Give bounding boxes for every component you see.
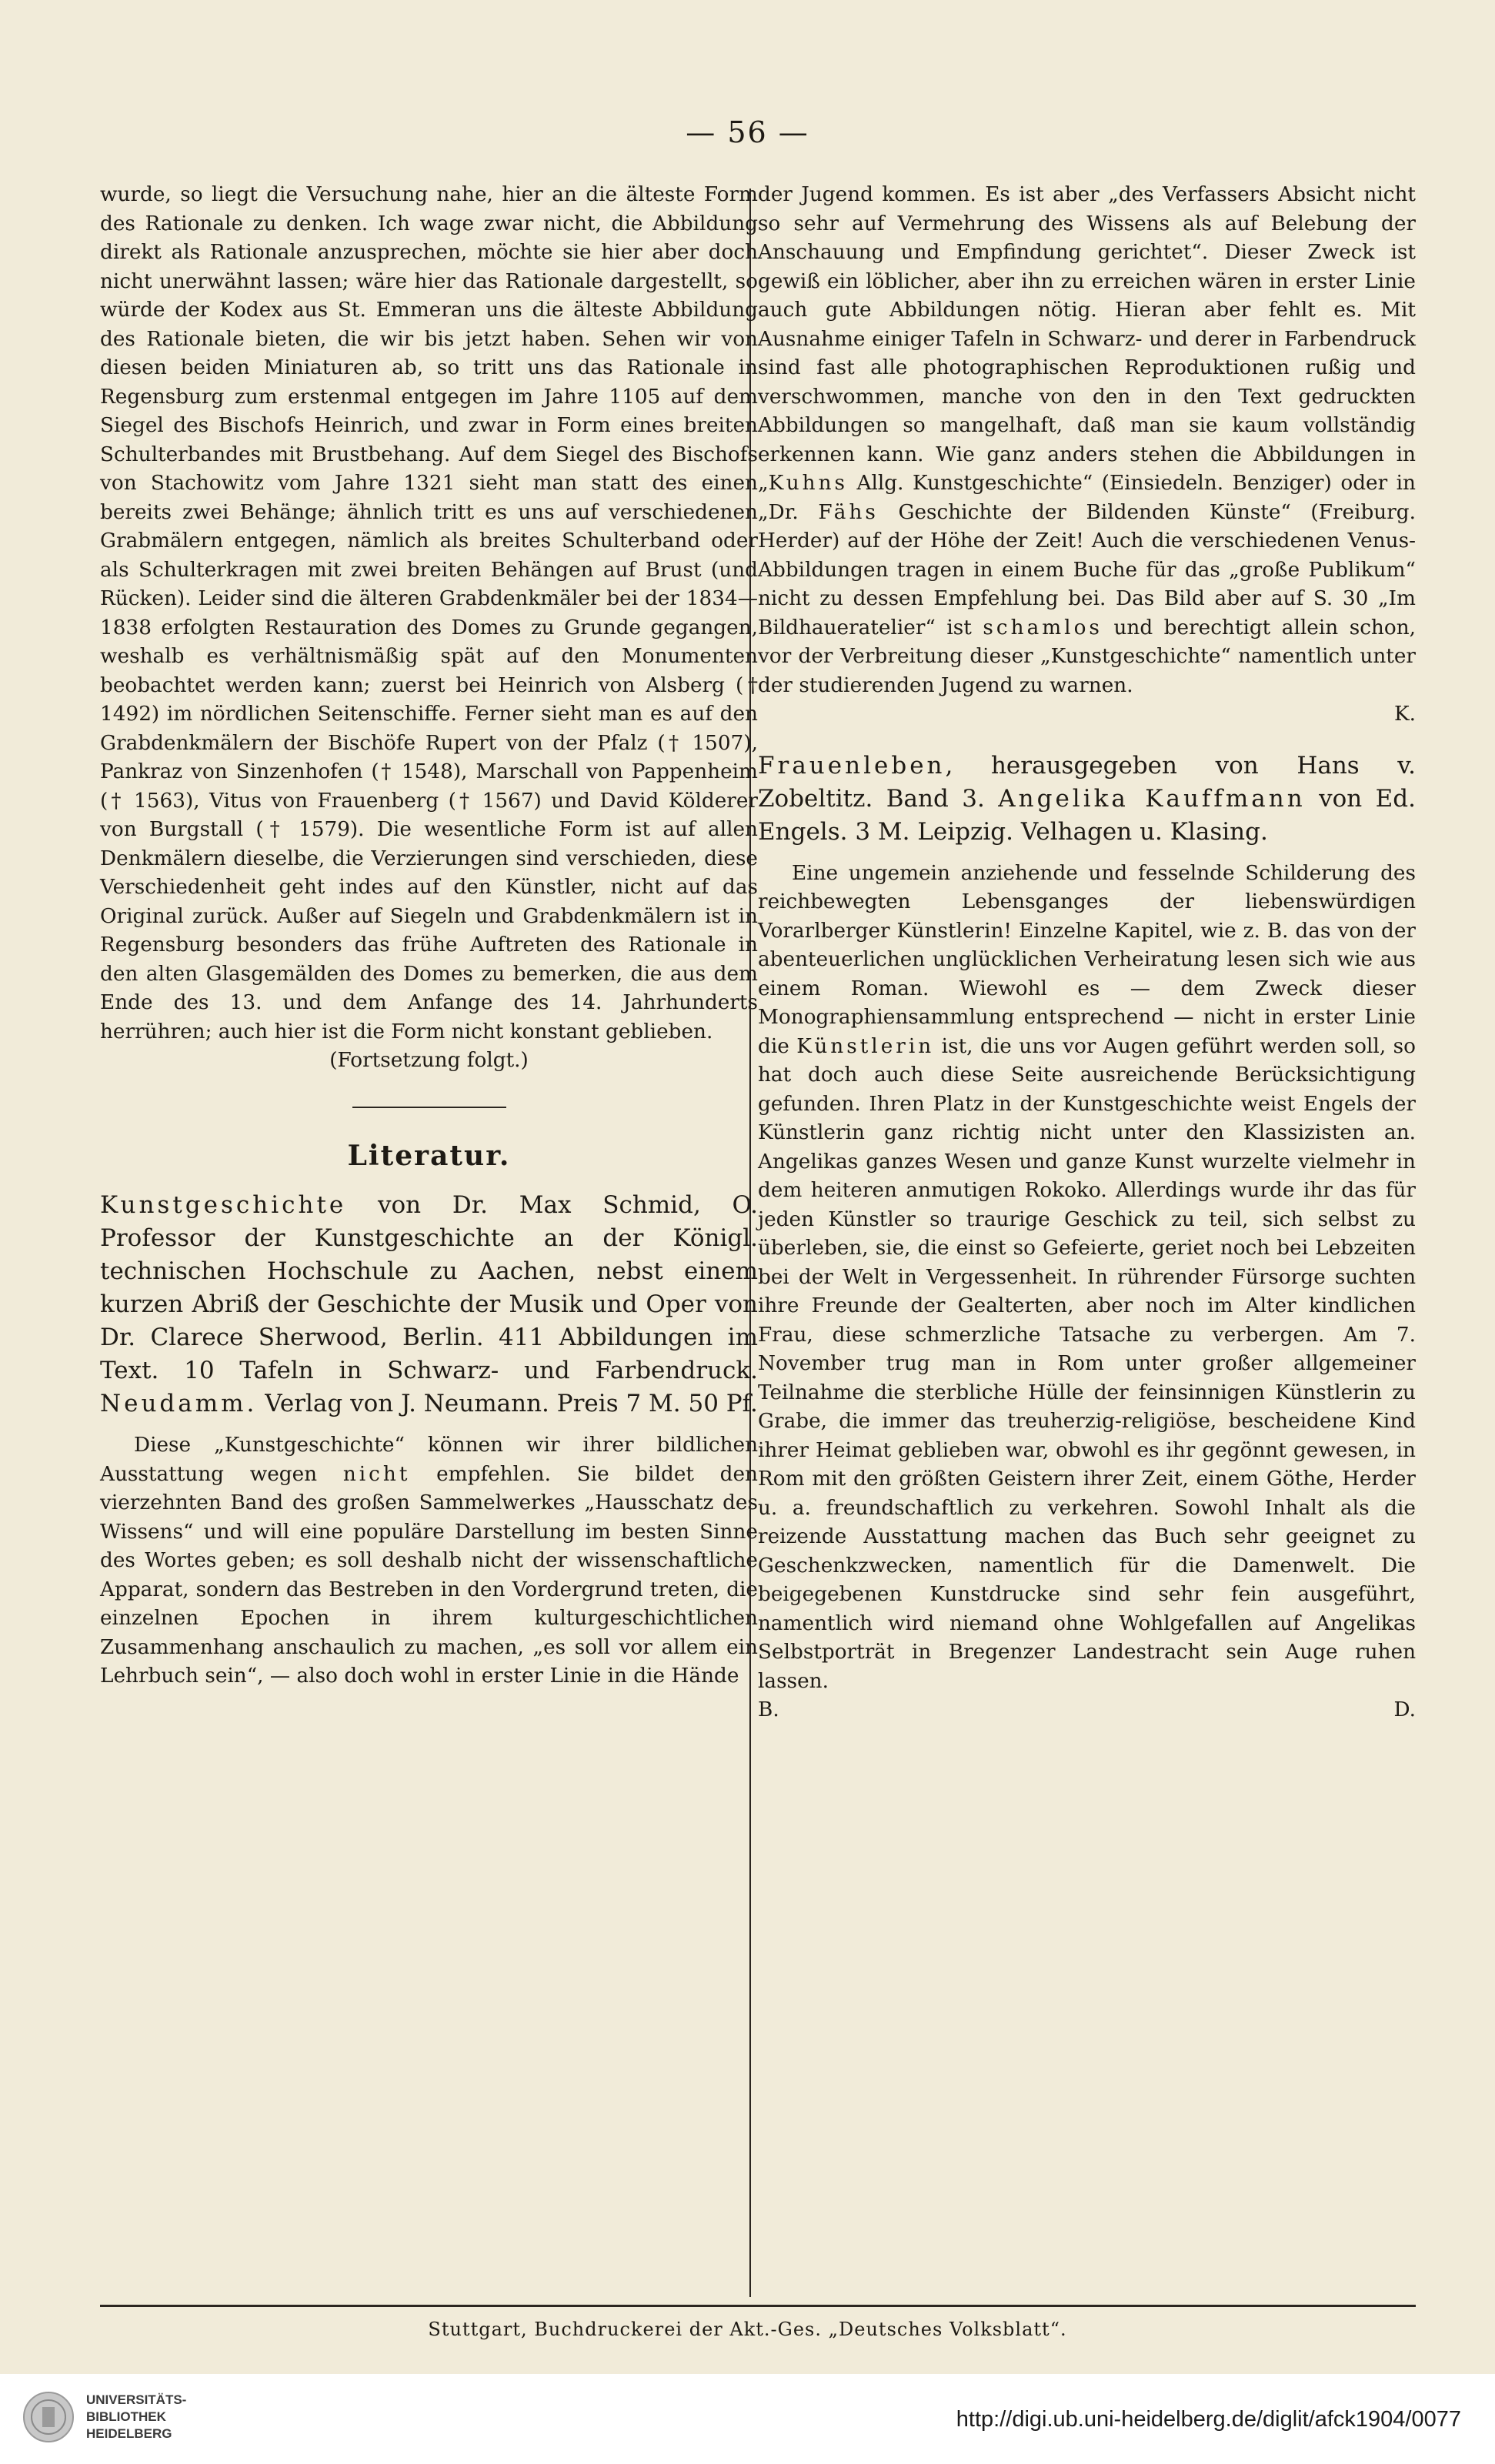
entry-heading-text: , herausgegeben von Hans v. Zobeltitz. Band 3. — [758, 751, 1416, 813]
signature-left: B. — [758, 1698, 779, 1721]
review-emphasis-kuhns: Kuhns — [768, 472, 848, 495]
signature-right: D. — [1393, 1698, 1416, 1721]
review-text: der Jugend kommen. Es ist aber „des Verfassers Absicht nicht so sehr auf Vermehrung des Wissens als auf Belebung der Anschauung und Empfindung gerichtet“. Dieser Zweck ist gewiß ein löblicher, aber ihn zu erreichen wären in erster Linie auch gute Abbildungen nötig. Hieran aber fehlt es. Mit Ausnahme einiger Tafeln in Schwarz- und derer in Farbendruck sind fast alle photographischen Reproduktionen rußig und verschwommen, manche von den in den Text gedruckten Abbildungen so mangelhaft, daß man sie kaum vollständig erkennen kann. Wie ganz anders stehen die Abbildungen in „ — [758, 183, 1416, 495]
review-text: Eine ungemein anziehende und fesselnde Schilderung des reichbewegten Lebensganges der liebenswürdigen Vorarlberger Künstlerin! Einzelne Kapitel, wie z. B. das von der abenteuerlichen unglücklichen Verheiratung lesen sich wie aus einem Roman. Wiewohl es — dem Zweck dieser Monographiensammlung entsprechend — nicht in erster Linie die — [758, 861, 1416, 1058]
book-entry-heading — [100, 1189, 758, 1421]
continued-note: (Fortsetzung folgt.) — [329, 1049, 529, 1072]
entry-title: Kunstgeschichte — [100, 1191, 347, 1219]
review-paragraph-2 — [758, 860, 1416, 1697]
bottom-rule — [100, 2305, 1416, 2307]
library-name-line: BIBLIOTHEK — [86, 2409, 166, 2424]
entry-heading-tail: von Ed. Engels. 3 M. Leipzig. Velhagen u. Klasing. — [758, 784, 1416, 846]
review-emphasis-faehs: Fähs — [818, 500, 879, 524]
source-url[interactable]: http://digi.ub.uni-heidelberg.de/diglit/afck1904/0077 — [956, 2407, 1461, 2432]
entry-heading-text: von Dr. Max Schmid, O. Professor der Kunstgeschichte an der Königl. technischen Hochschule zu Aachen, nebst einem kurzen Abriß der Geschichte der Musik und Oper von Dr. Clarece Sherwood, Berlin. 411 Abbildungen im Text. 10 Tafeln in Schwarz- und Farbendruck. — [100, 1191, 758, 1384]
review-continuation — [758, 181, 1416, 700]
review-text: Geschichte der Bildenden Künste“ (Freiburg. Herder) auf der Höhe der Zeit! Auch die verschiedenen Venus-Abbildungen tragen in einem Buche für das „große Publikum“ nicht zu dessen Empfehlung bei. Das Bild aber auf S. 30 „Im Bildhaueratelier“ ist — [758, 500, 1416, 639]
review-text: und berechtigt allein schon, vor der Verbreitung dieser „Kunstgeschichte“ namentlich unter der studierenden Jugend zu warnen. — [758, 616, 1416, 697]
reviewer-initial: K. — [1393, 703, 1416, 726]
entry-heading-tail: Verlag von J. Neumann. Preis 7 M. 50 Pf. — [257, 1390, 758, 1417]
review-emphasis-schamlos: schamlos — [983, 616, 1103, 639]
university-library-seal-icon — [22, 2387, 75, 2447]
review-text: Diese „Kunstgeschichte“ können wir ihrer bildlichen Ausstattung wegen — [100, 1434, 758, 1486]
entry-title: Frauenleben — [758, 751, 946, 780]
section-separator — [352, 1107, 506, 1108]
review-paragraph — [100, 1431, 758, 1691]
left-column — [100, 181, 758, 1691]
section-heading: Literatur. — [347, 1139, 511, 1172]
review-text-continued: empfehlen. Sie bildet den vierzehnten Band des großen Sammelwerkes „Hausschatz des Wissens“ und will eine populäre Darstellung im besten Sinne des Wortes geben; es soll deshalb nicht der wissenschaftliche Apparat, sondern das Bestreben in den Vordergrund treten, die einzelnen Epochen in ihrem kulturgeschichtlichen Zusammenhang anschaulich zu machen, „es soll vor allem ein Lehrbuch sein“, — also doch wohl in erster Linie in die Hände — [100, 1462, 758, 1688]
review-text-continued: ist, die uns vor Augen geführt werden soll, so hat doch auch diese Seite ausreichende Berücksichtigung gefunden. Ihren Platz in der Kunstgeschichte weist Engels der Künstlerin ganz richtig nicht unter den Klassizisten an. Angelikas ganzes Wesen und ganze Kunst wurzelte vielmehr in dem heiteren anmutigen Rokoko. Allerdings wurde ihr das für jeden Künstler so traurige Geschick zu teil, sich selbst zu überleben, sie, die einst so Gefeierte, geriet noch bei Lebzeiten bei der Welt in Vergessenheit. In rührender Fürsorge suchten ihre Freunde der Gealterten, aber noch im Alter kindlichen Frau, diese schmerzliche Tatsache zu verbergen. Am 7. November trug man in Rom unter großer allgemeiner Teilnahme die sterbliche Hülle der feinsinnigen Künstlerin zu Grabe, die immer das treuherzig-religiöse, bescheidene Kind ihrer Heimat geblieben war, obwohl es ihr gegönnt gewesen, in Rom mit den größten Geistern ihrer Zeit, einem Göthe, Herder u. a. freundschaftlich zu verkehren. Sowohl Inhalt als die reizende Ausstattung machen das Buch sehr geeignet zu Geschenkzwecken, namentlich für die Damenwelt. Die beigegebenen Kunstdrucke sind sehr fein ausgeführt, namentlich wird niemand ohne Wohlgefallen auf Angelikas Selbstporträt in Bregenzer Landestracht sein Auge ruhen lassen. — [758, 1034, 1416, 1693]
library-name-line: HEIDELBERG — [86, 2426, 172, 2441]
book-entry-heading-2 — [758, 750, 1416, 849]
page-number: — 56 — — [686, 115, 809, 149]
review-emphasis: nicht — [342, 1462, 411, 1486]
review-signature — [758, 700, 1416, 730]
right-column — [758, 181, 1416, 1725]
continuation-paragraph: wurde, so liegt die Versuchung nahe, hier an die älteste Form des Rationale zu denken. Ich wage zwar nicht, die Abbildung direkt als Rationale anzusprechen, möchte sie hier aber doch nicht unerwähnt lassen; wäre hier das Rationale dargestellt, so würde der Kodex aus St. Emmeran uns die älteste Abbildung des Rationale bieten, die wir bis jetzt haben. Sehen wir von diesen beiden Miniaturen ab, so tritt uns das Rationale in Regensburg zum erstenmal entgegen im Jahre 1105 auf dem Siegel des Bischofs Heinrich, und zwar in Form eines breiten Schulterbandes mit Brustbehang. Auf dem Siegel des Bischofs von Stachowitz vom Jahre 1321 sieht man statt des einen bereits zwei Behänge; ähnlich tritt es uns auf verschiedenen Grabmälern entgegen, nämlich als breites Schulterband oder als Schulterkragen mit zwei breiten Behängen auf Brust (und Rücken). Leider sind die älteren Grabdenkmäler bei der 1834—1838 erfolgten Restauration des Domes zu Grunde gegangen, weshalb es verhältnismäßig spät auf den Monumenten beobachtet werden kann; zuerst bei Heinrich von Alsberg († 1492) im nördlichen Seitenschiffe. Ferner sieht man es auf den Grabdenkmälern der Bischöfe Rupert von der Pfalz († 1507), Pankraz von Sinzenhofen († 1548), Marschall von Pappenheim († 1563), Vitus von Frauenberg († 1567) und David Kölderer von Burgstall († 1579). Die wesentliche Form ist auf allen Denkmälern dieselbe, die Verzierungen sind verschieden, diese Verschiedenheit geht indes auf den Künstler, nicht auf das Original zurück. Außer auf Siegeln und Grabdenkmälern ist in Regensburg besonders das frühe Auftreten des Rationale in den alten Glasgemälden des Domes zu bemerken, die aus dem Ende des 13. und dem Anfange des 14. Jahrhunderts herrühren; auch hier ist die Form nicht konstant geblieben. — [100, 183, 758, 1043]
review-emphasis: Künstlerin — [796, 1034, 935, 1058]
review-text: Allg. Kunstgeschichte“ (Einsiedeln. Benziger) oder in „Dr. — [758, 472, 1416, 524]
entry-place: Neudamm. — [100, 1390, 258, 1417]
entry-subject: Angelika Kauffmann — [998, 784, 1306, 813]
library-name-line: UNIVERSITÄTS- — [86, 2392, 187, 2407]
library-name — [86, 2392, 186, 2442]
printer-imprint: Stuttgart, Buchdruckerei der Akt.-Ges. „Deutsches Volksblatt“. — [428, 2319, 1067, 2340]
review-signature-2 — [758, 1696, 1416, 1725]
